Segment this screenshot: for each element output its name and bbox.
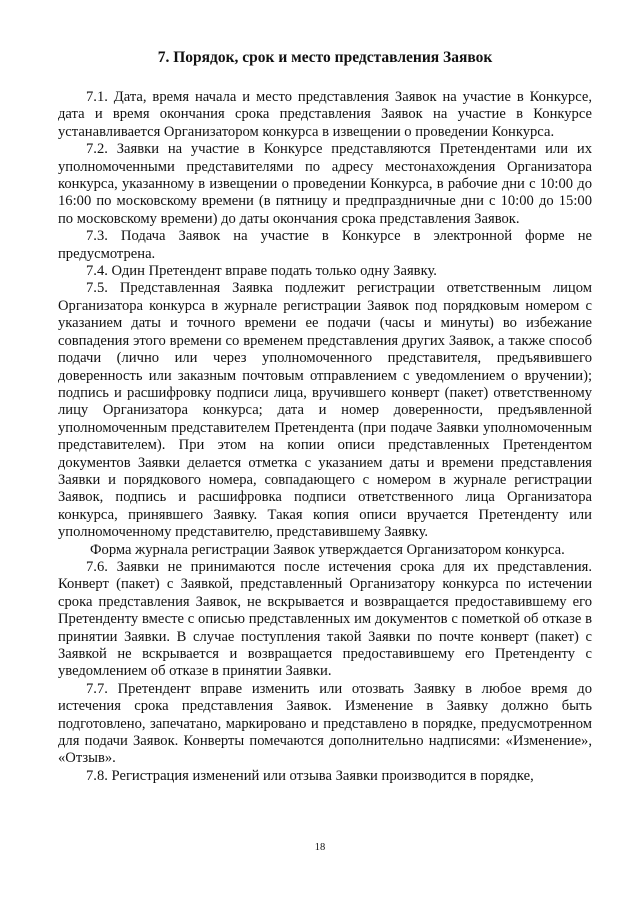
document-page bbox=[58, 48, 592, 785]
paragraph-7-7: 7.7. Претендент вправе изменить или отозвать Заявку в любое время до истечения срока представления Заявок. Изменение в Заявку должно быть подготовлено, запечатано, маркировано и представлено в порядке, предусмотренном для подачи Заявок. Конверты помечаются дополнительно надписями: «Изменение», «Отзыв». bbox=[58, 680, 592, 767]
paragraph-journal-form: Форма журнала регистрации Заявок утверждается Организатором конкурса. bbox=[90, 541, 565, 558]
paragraph-7-5: 7.5. Представленная Заявка подлежит регистрации ответственным лицом Организатора конкурса в журнале регистрации Заявок под порядковым номером с указанием даты и точного времени ее подачи (часы и минуты) во избежание совпадения этого времени со временем представления других Заявок, а также способ подачи (лично или через уполномоченного представителя, предъявившего доверенность или заказным почтовым отправлением с уведомлением о вручении); подпись и расшифровку подписи лица, вручившего конверт (пакет) ответственному лицу Организатора конкурса; дата и номер доверенности, предъявленной уполномоченным представителем Претендента (при подаче Заявки уполномоченным представителем). При этом на копии описи представленных Претендентом документов Заявки делается отметка с указанием даты и времени представления Заявки и порядкового номера, совпадающего с номером в журнале регистрации Заявок, подпись и расшифровка подписи ответственного лица Организатора конкурса, принявшего Заявку. Такая копия описи вручается Претенденту или уполномоченному представителю, представившему Заявку. bbox=[58, 280, 592, 541]
paragraph-7-8: 7.8. Регистрация изменений или отзыва Заявки производится в порядке, bbox=[86, 767, 534, 784]
paragraph-7-3: 7.3. Подача Заявок на участие в Конкурсе в электронной форме не предусмотрена. bbox=[58, 228, 592, 262]
paragraph-7-4: 7.4. Один Претендент вправе подать только одну Заявку. bbox=[86, 263, 437, 280]
paragraph-7-2: 7.2. Заявки на участие в Конкурсе представляются Претендентами или их уполномоченными представителями по адресу местонахождения Организатора конкурса, указанному в извещении о проведении Конкурса, в рабочие дни с 10:00 до 16:00 по московскому времени (в пятницу и предпраздничные дни с 10:00 до 15:00 по московскому времени) до даты окончания срока представления Заявок. bbox=[58, 141, 592, 227]
page-number: 18 bbox=[314, 842, 326, 853]
paragraph-7-6: 7.6. Заявки не принимаются после истечения срока для их представления. Конверт (пакет) с Заявкой, представленный Организатору конкурса по истечении срока представления Заявок, не вскрывается и возвращается предоставившему его Претенденту вместе с описью представленных им документов с пометкой об отказе в принятии Заявки. В случае поступления такой Заявки по почте конверт (пакет) с Заявкой не вскрывается и возвращается предоставившему его Претенденту с уведомлением об отказе в принятии Заявки. bbox=[58, 558, 592, 680]
section-heading: 7. Порядок, срок и место представления Заявок bbox=[157, 49, 493, 66]
paragraph-7-1: 7.1. Дата, время начала и место представления Заявок на участие в Конкурсе, дата и время окончания срока представления Заявок на участие в Конкурсе устанавливается Организатором конкурса в извещении о проведении Конкурса. bbox=[58, 89, 592, 140]
